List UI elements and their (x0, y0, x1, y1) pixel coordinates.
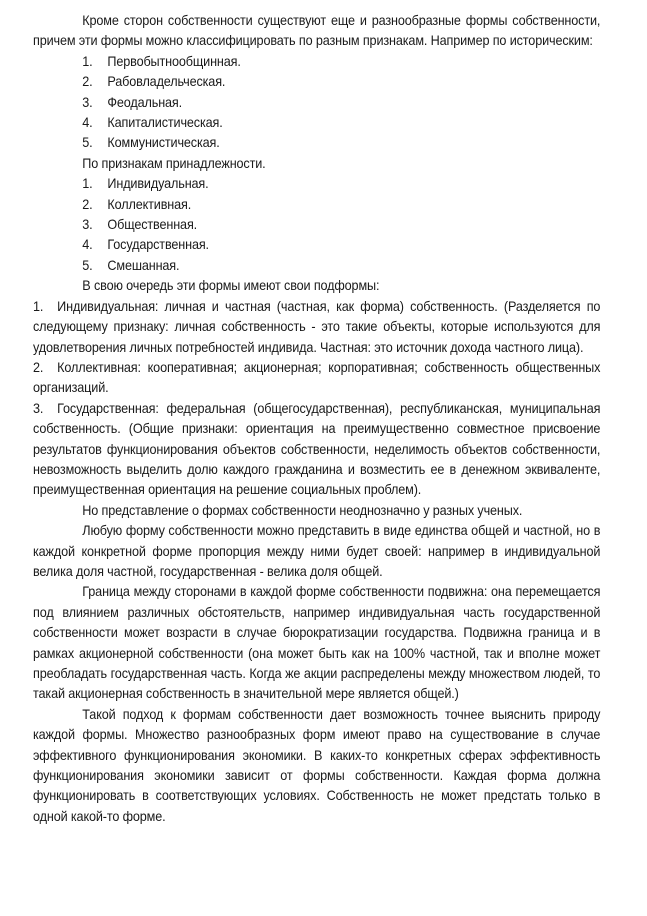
historical-forms-list (33, 52, 600, 154)
boundary-paragraph: Граница между сторонами в каждой форме собственности подвижна: она перемещается под влиянием различных обстоятельств, например индивидуальная часть государственной собственности может возрасти в случае бюрократизации государства. Подвижна граница и в рамках акционерной собственности (она может быть как на 100% частной, так и вполне может преобладать государственная часть. Когда же акции распределены между множеством людей, то такай акционерная собственность в значительной мере является общей.) (33, 584, 601, 702)
list-item: 5. Коммунистическая. (82, 135, 220, 151)
subforms-heading: В свою очередь эти формы имеют свои подформы: (82, 278, 380, 294)
unity-paragraph: Любую форму собственности можно представить в виде единства общей и частной, но в каждой конкретной форме пропорция между ними будет своей: например в индивидуальной велика доля частной, государственная - велика доля общей. (33, 523, 601, 579)
scholars-note-paragraph: Но представление о формах собственности неоднозначно у разных ученых. (82, 502, 523, 518)
list-item: 2. Рабовладельческая. (82, 74, 226, 90)
list-item: 2. Коллективная. (82, 196, 192, 212)
intro-paragraph: Кроме сторон собственности существуют еще и разнообразные формы собственности, причем эти формы можно классифицировать по разным признакам. Например по историческим: (33, 13, 601, 49)
list-item: 3. Государственная: федеральная (общегосударственная), республиканская, муниципальная собственность. (Общие признаки: ориентация на преимущественно совместное присвоение результатов функционирования объектов собственности, неделимость объектов собственности, невозможность выделить долю каждого гражданина и возместить ее в денежном эквиваленте, преимущественная ориентация на решение социальных проблем). (33, 400, 601, 498)
conclusion-paragraph: Такой подход к формам собственности дает возможность точнее выяснить природу каждой формы. Множество разнообразных форм имеют право на существование в случае эффективного функционирования экономики. В каких-то конкретных сферах эффективность функционирования экономики зависит от формы собственности. Каждая форма должна функционировать в соответствующих условиях. Собственность не может предстать только в одной какой-то форме. (33, 706, 601, 824)
ownership-heading: По признакам принадлежности. (82, 155, 266, 171)
list-item: 1. Индивидуальная: личная и частная (частная, как форма) собственность. (Разделяется по следующему признаку: личная собственность - это такие объекты, которые используются для удовлетворения личных потребностей индивида. Частная: это источник дохода частного лица). (33, 298, 601, 355)
list-item: 3. Общественная. (82, 217, 198, 233)
ownership-forms-list (33, 174, 600, 276)
list-item: 2. Коллективная: кооперативная; акционерная; корпоративная; собственность общественных организаций. (33, 359, 601, 396)
list-item: 5. Смешанная. (82, 257, 180, 273)
list-item: 3. Феодальная. (82, 94, 183, 110)
list-item: 1. Первобытнообщинная. (82, 53, 241, 69)
document-page (33, 11, 601, 827)
list-item: 1. Индивидуальная. (82, 176, 209, 192)
subforms-list (33, 297, 600, 501)
list-item: 4. Капиталистическая. (82, 115, 223, 131)
list-item: 4. Государственная. (82, 237, 209, 253)
